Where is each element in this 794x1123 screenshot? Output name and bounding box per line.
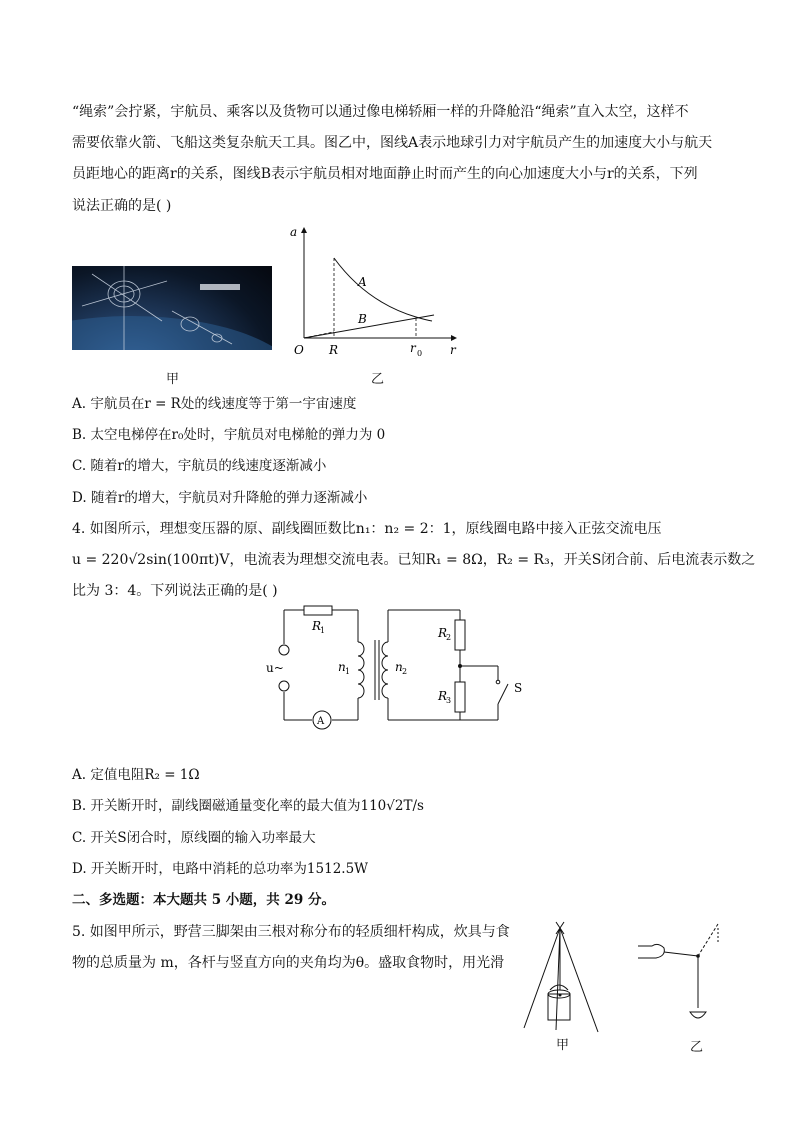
switch-s	[498, 684, 508, 704]
q3-text-line3: 员距地心的距离r的关系，图线B表示宇航员相对地面静止时而产生的向心加速度大小与r的关系，下列	[72, 166, 698, 182]
ac-terminal-bottom	[279, 681, 289, 691]
resistor-r1	[304, 606, 332, 615]
graph-curve-A: A	[358, 275, 367, 289]
resistor-r3	[455, 682, 465, 712]
q3-option-b[interactable]: B. 太空电梯停在r₀处时，宇航员对电梯舱的弹力为 0	[72, 427, 386, 443]
label-ammeter: A	[317, 716, 325, 727]
q4-text-line3: 比为 3：4。下列说法正确的是( )	[72, 583, 278, 599]
label-n1: n	[338, 660, 346, 674]
q5-text-line2: 物的总质量为 m，各杆与竖直方向的夹角均为θ。盛取食物时，用光滑	[72, 955, 505, 971]
hand-icon	[638, 944, 664, 958]
label-r3-sub: 3	[446, 696, 452, 705]
q3-text-line1: “绳索”会拧紧，宇航员、乘客以及货物可以通过像电梯轿厢一样的升降舱沿“绳索”直入太空，这样不	[72, 104, 689, 120]
label-switch-s: S	[514, 681, 523, 695]
graph-label-R: R	[329, 343, 339, 357]
label-r2: R	[438, 626, 448, 640]
graph-label-r0: r	[410, 341, 416, 355]
tripod-figure	[520, 920, 608, 1036]
figure-yi-caption: 乙	[371, 372, 385, 387]
q5-figure-jia-caption: 甲	[556, 1038, 570, 1053]
label-r3: R	[438, 689, 448, 703]
q3-text-line2: 需要依靠火箭、飞船这类复杂航天工具。图乙中，图线A表示地球引力对宇航员产生的加速度大小与航天	[72, 135, 713, 151]
secondary-coil	[382, 642, 388, 698]
graph-origin: O	[294, 343, 304, 357]
q3-option-c[interactable]: C. 随着r的增大，宇航员的线速度逐渐减小	[72, 458, 327, 474]
label-n2-sub: 2	[402, 667, 408, 676]
resistor-r2	[455, 620, 465, 650]
label-n1-sub: 1	[345, 667, 351, 676]
q5-text-line1: 5. 如图甲所示，野营三脚架由三根对称分布的轻质细杆构成，炊具与食	[72, 924, 510, 940]
graph-line-B: B	[358, 312, 367, 326]
q4-text-line2: u = 220√2sin(100πt)V，电流表为理想交流电表。已知R₁ = 8Ω，R₂ = R₃，开关S闭合前、后电流表示数之	[72, 552, 756, 568]
label-r2-sub: 2	[446, 633, 452, 642]
q4-option-b[interactable]: B. 开关断开时，副线圈磁通量变化率的最大值为110√2T/s	[72, 798, 424, 814]
label-ac-source: u~	[266, 661, 284, 675]
q5-figure-yi-caption: 乙	[690, 1040, 704, 1055]
figure-jia-caption: 甲	[166, 372, 180, 387]
q4-option-d[interactable]: D. 开关断开时，电路中消耗的总功率为1512.5W	[72, 861, 369, 877]
label-r1-sub: 1	[320, 626, 326, 635]
q4-option-a[interactable]: A. 定值电阻R₂ = 1Ω	[72, 767, 200, 783]
label-r1: R	[312, 619, 322, 633]
q4-option-c[interactable]: C. 开关S闭合时，原线圈的输入功率最大	[72, 830, 316, 846]
graph-label-r0-sub: 0	[417, 349, 423, 358]
ac-terminal-top	[279, 645, 289, 655]
acceleration-radius-graph	[286, 222, 466, 362]
graph-axis-r: r	[450, 343, 456, 357]
q4-text-line1: 4. 如图所示，理想变压器的原、副线圈匝数比n₁：n₂ = 2：1，原线圈电路中接入正弦交流电压	[72, 521, 662, 537]
graph-axis-a: a	[290, 225, 298, 239]
q3-option-a[interactable]: A. 宇航员在r = R处的线速度等于第一宇宙速度	[72, 396, 357, 412]
q3-text-line4: 说法正确的是( )	[72, 198, 172, 214]
q3-option-d[interactable]: D. 随着r的增大，宇航员对升降舱的弹力逐渐减小	[72, 490, 368, 506]
transformer-circuit-diagram	[262, 600, 542, 740]
section-heading-multiple-choice: 二、多选题：本大题共 5 小题，共 29 分。	[72, 892, 335, 908]
label-n2: n	[395, 660, 403, 674]
space-elevator-photo	[72, 266, 272, 350]
hand-pulling-figure	[634, 920, 724, 1030]
primary-coil	[358, 642, 364, 698]
